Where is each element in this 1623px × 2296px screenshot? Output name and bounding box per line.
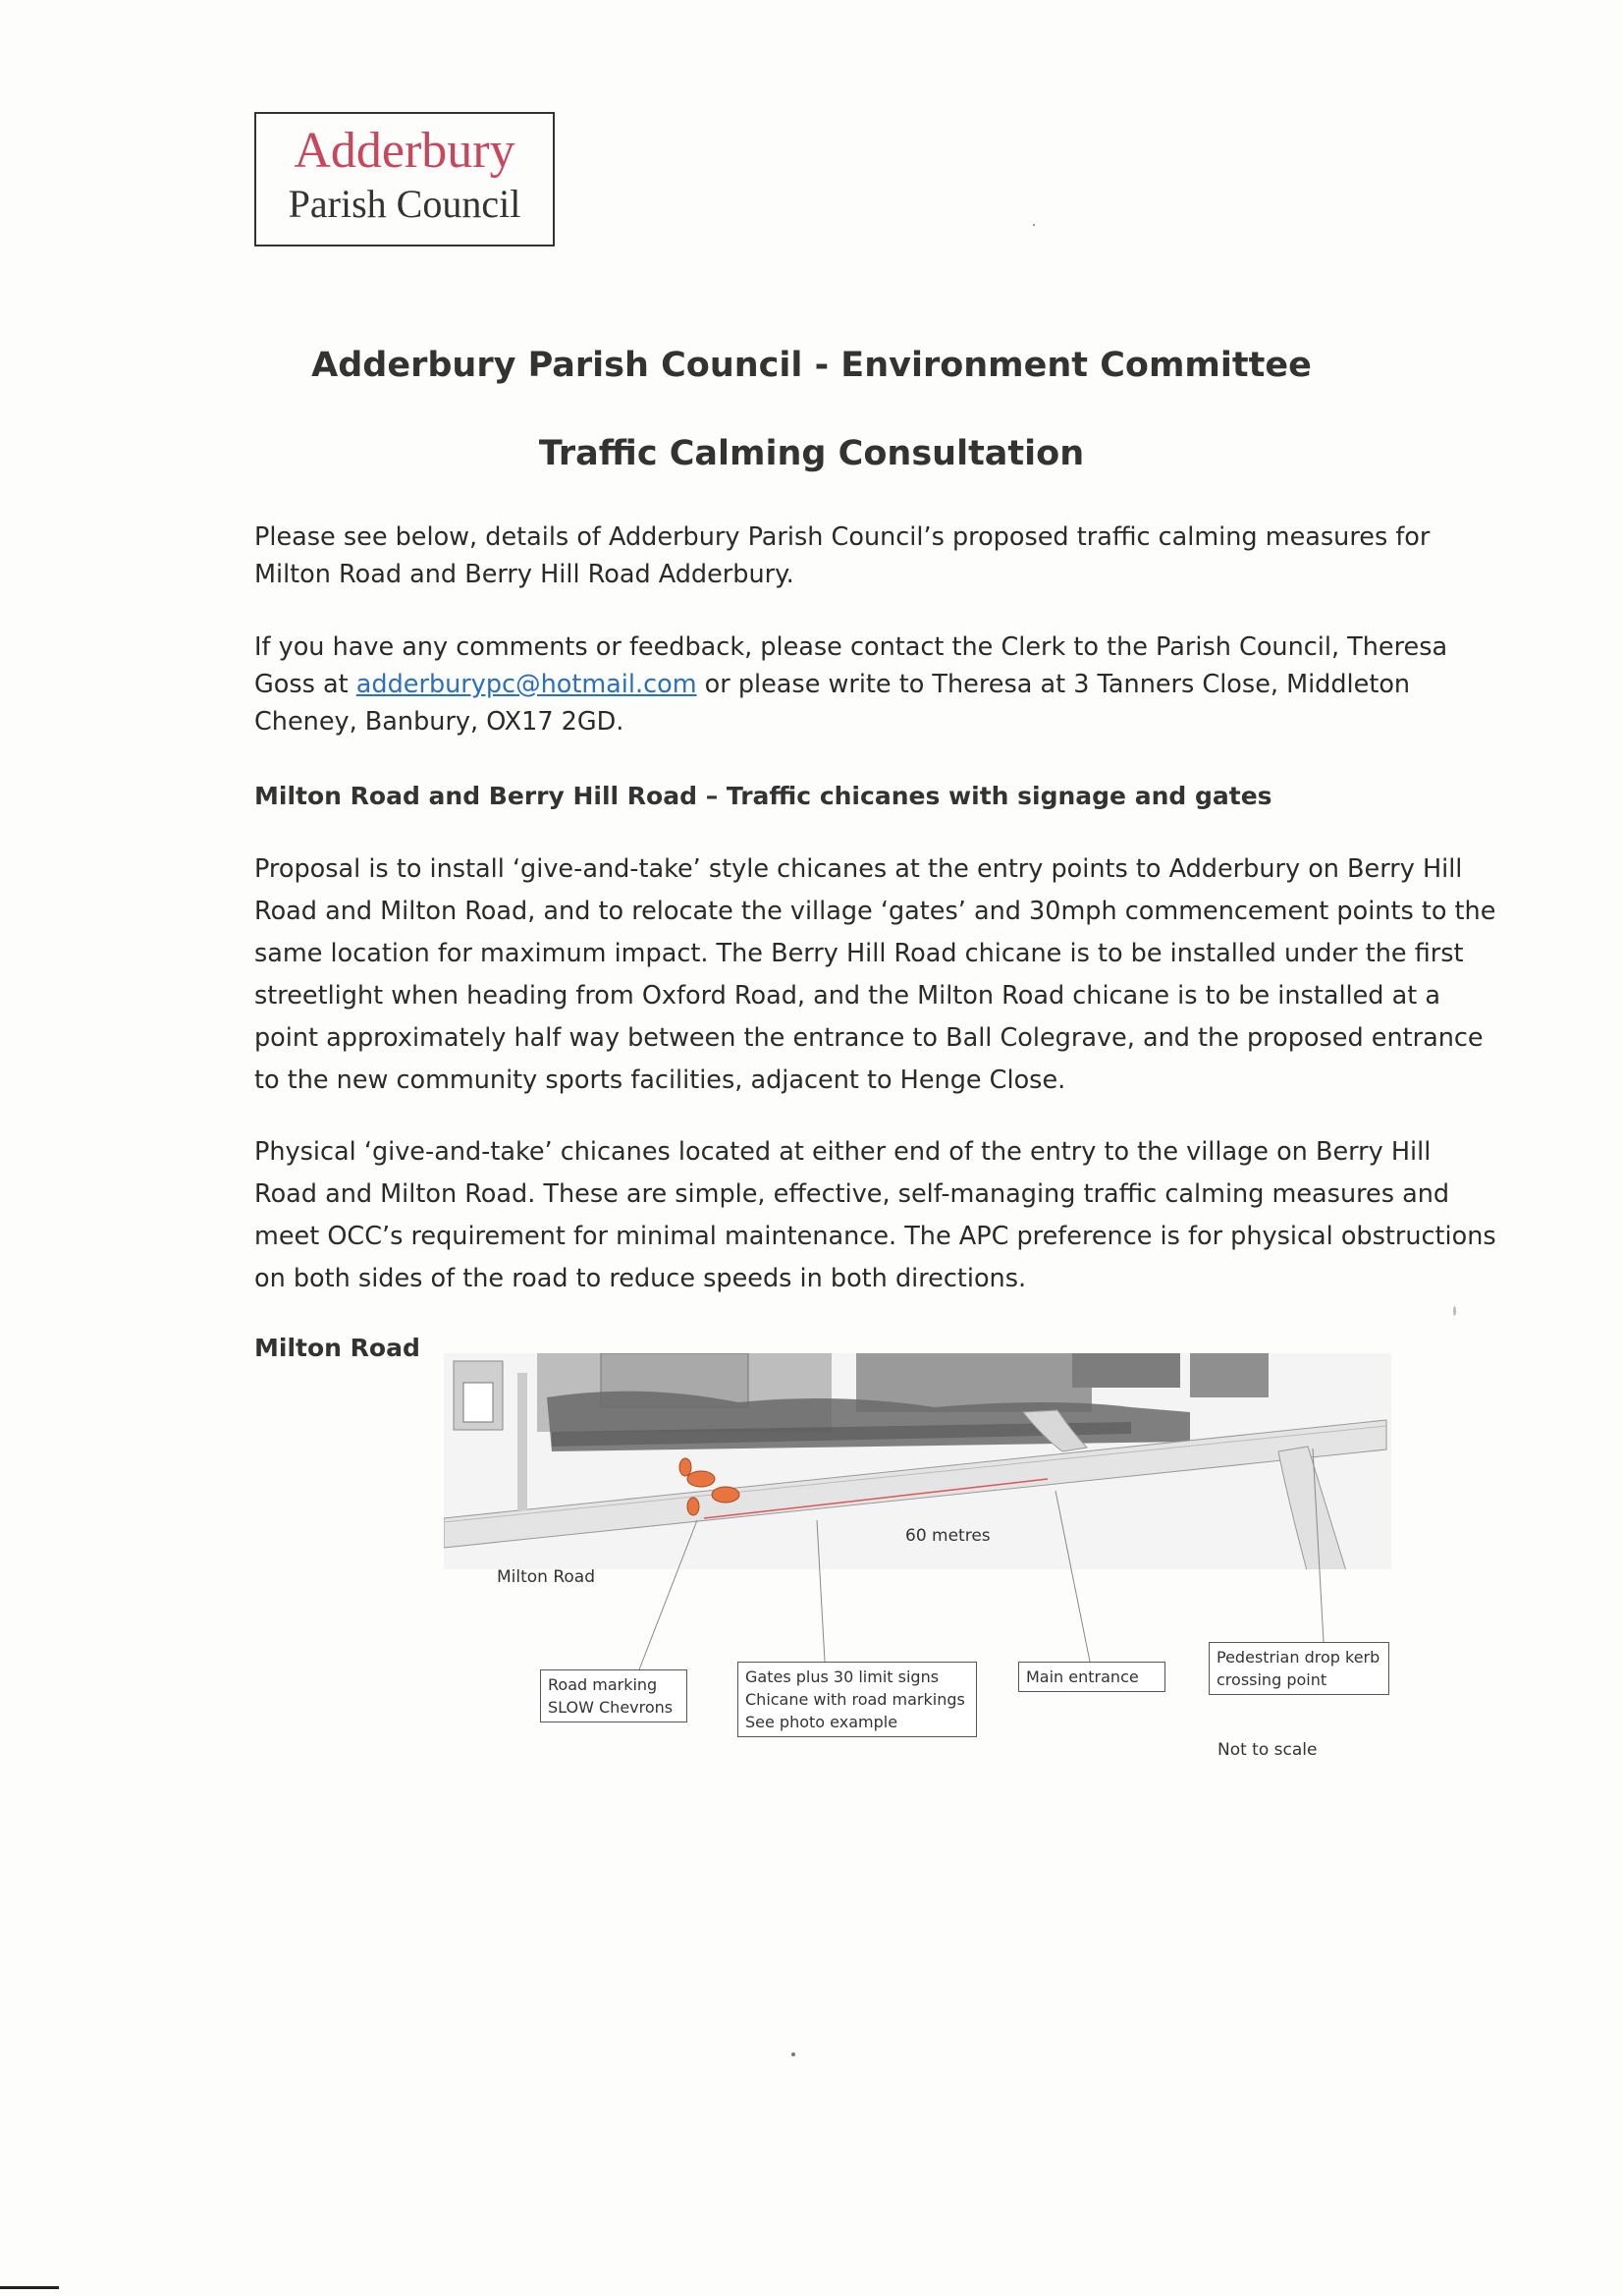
logo-line-1: Adderbury (294, 123, 515, 179)
callout-pedestrian-crossing (1209, 1642, 1389, 1695)
section-heading: Milton Road and Berry Hill Road – Traffic chicanes with signage and gates (254, 782, 1272, 810)
callout-road-marking-line2: SLOW Chevrons (548, 1698, 674, 1717)
scale-note: Not to scale (1217, 1740, 1318, 1760)
contact-text-after: or please write to Theresa at 3 Tanners Close, Middleton Cheney, Banbury, OX17 2GD. (254, 670, 1411, 737)
callout-pedestrian-line2: crossing point (1217, 1670, 1327, 1689)
callout-gates-line3: See photo example (745, 1713, 898, 1731)
callout-pedestrian-line1: Pedestrian drop kerb (1217, 1648, 1380, 1667)
scan-speck (1033, 224, 1035, 226)
callout-gates (737, 1662, 977, 1737)
logo-line-2: Parish Council (288, 182, 521, 226)
scan-speck (791, 2052, 795, 2056)
callout-gates-line2: Chicane with road markings (745, 1690, 965, 1709)
chicane-paragraph: Physical ‘give-and-take’ chicanes located at either end of the entry to the village on Berry Hill Road and Milton Road. These are simple, effective, self-managing traffic calming measures and meet OCC’s requirement for minimal maintenance. The APC preference is for physical obstructions on both sides of the road to reduce speeds in both directions. (254, 1137, 1496, 1293)
intro-paragraph: Please see below, details of Adderbury Parish Council’s proposed traffic calming measures for Milton Road and Berry Hill Road Adderbury. (254, 522, 1431, 589)
distance-label: 60 metres (905, 1526, 991, 1546)
contact-text-before: If you have any comments or feedback, please contact the Clerk to the Parish Council, Theresa Goss at (254, 632, 1448, 699)
page-title: Adderbury Parish Council - Environment Committee (311, 346, 1312, 385)
milton-road-heading: Milton Road (254, 1334, 420, 1362)
scan-edge-mark (0, 2286, 59, 2289)
callout-main-entrance-line1: Main entrance (1026, 1667, 1139, 1686)
callout-road-marking (540, 1669, 687, 1722)
callout-road-marking-line1: Road marking (548, 1675, 658, 1694)
callout-main-entrance (1018, 1662, 1165, 1692)
email-link[interactable]: adderburypc@hotmail.com (355, 670, 697, 699)
page-subtitle: Traffic Calming Consultation (538, 434, 1085, 473)
scan-speck (1453, 1306, 1456, 1316)
proposal-paragraph: Proposal is to install ‘give-and-take’ style chicanes at the entry points to Adderbury on Berry Hill Road and Milton Road, and to relocate the village ‘gates’ and 30mph commencement points to the same location for maximum impact. The Berry Hill Road chicane is to be installed under the first streetlight when heading from Oxford Road, and the Milton Road chicane is to be installed at a point approximately half way between the entrance to Ball Colegrave, and the proposed entrance to the new community sports facilities, adjacent to Henge Close. (254, 854, 1496, 1095)
road-label: Milton Road (497, 1567, 596, 1587)
callout-gates-line1: Gates plus 30 limit signs (745, 1667, 940, 1686)
